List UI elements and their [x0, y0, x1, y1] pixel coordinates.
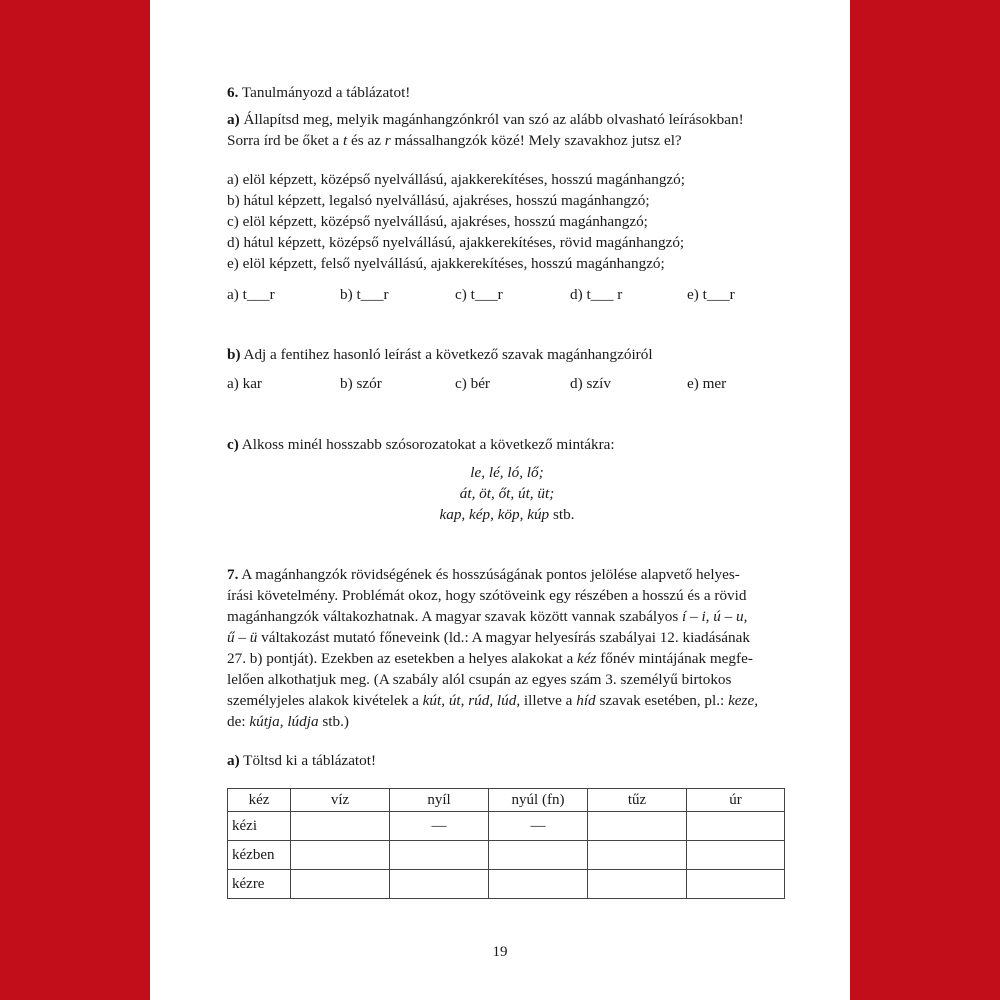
ex7-italic: híd	[576, 692, 596, 709]
ex6-a-line2-t: t	[342, 132, 348, 149]
ex6-c-patterns	[227, 462, 787, 525]
table-row	[228, 841, 785, 870]
ex6-b-text: Adj a fentihez hasonló leírást a következő szavak magánhangzóiról	[240, 346, 653, 363]
fill-table	[227, 788, 785, 899]
ex6-c-label: c)	[227, 436, 239, 453]
ex7-a-text: Töltsd ki a táblázatot!	[239, 752, 377, 769]
table-cell[interactable]	[291, 870, 390, 899]
table-cell[interactable]	[390, 870, 489, 899]
table-cell: —	[489, 812, 588, 841]
ex7-italic: keze,	[728, 692, 758, 709]
ex6-c-instruction	[227, 434, 787, 455]
table-cell[interactable]	[489, 841, 588, 870]
table-header: nyíl	[390, 789, 489, 812]
ex7-paragraph	[227, 564, 787, 732]
ex6-a-line2-pre: Sorra írd be őket a	[227, 132, 343, 149]
ex6-a-line2-mid: és az	[347, 132, 385, 149]
ex7-number: 7.	[227, 566, 239, 583]
ex7-italic: kút, út, rúd, lúd,	[422, 692, 521, 709]
ex7-italic: kéz	[577, 650, 597, 667]
ex7-line: váltakozást mutató főneveink (ld.: A magyar helyesírás szabályai 12. kiadásának	[257, 629, 750, 646]
ex6-a-line1: Állapítsd meg, melyik magánhangzónkról van szó az alább olvasható leírásokban!	[239, 111, 744, 128]
ex6-a-instruction	[227, 109, 787, 151]
ex7-a-instruction	[227, 750, 787, 771]
table-cell: —	[390, 812, 489, 841]
ex7-a-label: a)	[227, 752, 240, 769]
ex6-c-text: Alkoss minél hosszabb szósorozatokat a következő mintákra:	[238, 436, 615, 453]
page-content	[227, 80, 787, 899]
table-cell[interactable]	[588, 841, 687, 870]
pattern-line: le, lé, ló, lő;	[470, 464, 544, 481]
word-item: b) szór	[340, 375, 382, 392]
ex7-line: főnév mintájának megfe-	[596, 650, 753, 667]
ex6-descriptions	[227, 169, 787, 274]
table-cell[interactable]	[687, 841, 785, 870]
ex6-a-line2-r: r	[384, 132, 391, 149]
table-header: víz	[291, 789, 390, 812]
pattern-line: kap, kép, köp, kúp	[439, 506, 550, 523]
table-header: tűz	[588, 789, 687, 812]
table-cell: kézre	[228, 870, 291, 899]
ex7-line: magánhangzók váltakozhatnak. A magyar szavak között vannak szabályos	[227, 608, 683, 625]
ex7-line: de:	[227, 713, 250, 730]
ex6-b-words-row	[227, 373, 787, 394]
word-item: e) mer	[687, 375, 727, 392]
ex7-italic: ű – ü	[227, 629, 258, 646]
table-cell[interactable]	[291, 812, 390, 841]
ex6-b-instruction	[227, 344, 787, 365]
ex7-line: személyjeles alakok kivételek a	[227, 692, 423, 709]
table-cell[interactable]	[291, 841, 390, 870]
blank-item[interactable]: a) t___r	[227, 286, 275, 303]
ex7-line: stb.)	[318, 713, 349, 730]
ex6-blanks-row	[227, 284, 787, 305]
ex7-line: 27. b) pontját). Ezekben az esetekben a helyes alakokat a	[227, 650, 578, 667]
description-item: d) hátul képzett, középső nyelvállású, ajakkerekítéses, rövid magánhangzó;	[227, 234, 685, 251]
ex6-heading	[227, 82, 787, 103]
ex6-title: Tanulmányozd a táblázatot!	[238, 84, 411, 101]
ex7-line: szavak esetében, pl.:	[595, 692, 729, 709]
table-cell: kézi	[228, 812, 291, 841]
table-header: kéz	[228, 789, 291, 812]
ex6-number: 6.	[227, 84, 239, 101]
table-cell[interactable]	[687, 812, 785, 841]
table-header: úr	[687, 789, 785, 812]
blank-item[interactable]: b) t___r	[340, 286, 389, 303]
ex7-line: illetve a	[520, 692, 577, 709]
description-item: a) elöl képzett, középső nyelvállású, ajakkerekítéses, hosszú magánhangzó;	[227, 171, 685, 188]
table-cell: kézben	[228, 841, 291, 870]
table-row	[228, 870, 785, 899]
page-number: 19	[492, 944, 508, 960]
ex6-b-label: b)	[227, 346, 241, 363]
blank-item[interactable]: e) t___r	[687, 286, 735, 303]
page	[150, 0, 850, 1000]
table-cell[interactable]	[588, 812, 687, 841]
table-header: nyúl (fn)	[489, 789, 588, 812]
ex6-a-label: a)	[227, 111, 240, 128]
table-header-row	[228, 789, 785, 812]
word-item: d) szív	[570, 375, 611, 392]
ex7-line: írási követelmény. Problémát okoz, hogy szótöveink egy részében a hosszú és a rövid	[227, 587, 747, 604]
ex7-line: A magánhangzók rövidségének és hosszúságának pontos jelölése alapvető helyes-	[238, 566, 740, 583]
ex7-italic: kútja, lúdja	[249, 713, 319, 730]
blank-item[interactable]: c) t___r	[455, 286, 503, 303]
ex7-line: lelően alkothatjuk meg. (A szabály alól csupán az egyes szám 3. személyű birtokos	[227, 671, 732, 688]
table-cell[interactable]	[489, 870, 588, 899]
description-item: e) elöl képzett, felső nyelvállású, ajakkerekítéses, hosszú magánhangzó;	[227, 255, 665, 272]
description-item: c) elöl képzett, középső nyelvállású, ajakréses, hosszú magánhangzó;	[227, 213, 648, 230]
word-item: a) kar	[227, 375, 262, 392]
ex7-italic: í – i, ú – u,	[682, 608, 748, 625]
table-cell[interactable]	[687, 870, 785, 899]
table-row	[228, 812, 785, 841]
description-item: b) hátul képzett, legalsó nyelvállású, ajakréses, hosszú magánhangzó;	[227, 192, 650, 209]
pattern-line: át, öt, őt, út, üt;	[459, 485, 555, 502]
blank-item[interactable]: d) t___ r	[570, 286, 623, 303]
word-item: c) bér	[455, 375, 490, 392]
table-cell[interactable]	[588, 870, 687, 899]
ex6-a-line2-post: mássalhangzók közé! Mely szavakhoz jutsz el?	[390, 132, 682, 149]
table-cell[interactable]	[390, 841, 489, 870]
pattern-suffix: stb.	[549, 506, 575, 523]
